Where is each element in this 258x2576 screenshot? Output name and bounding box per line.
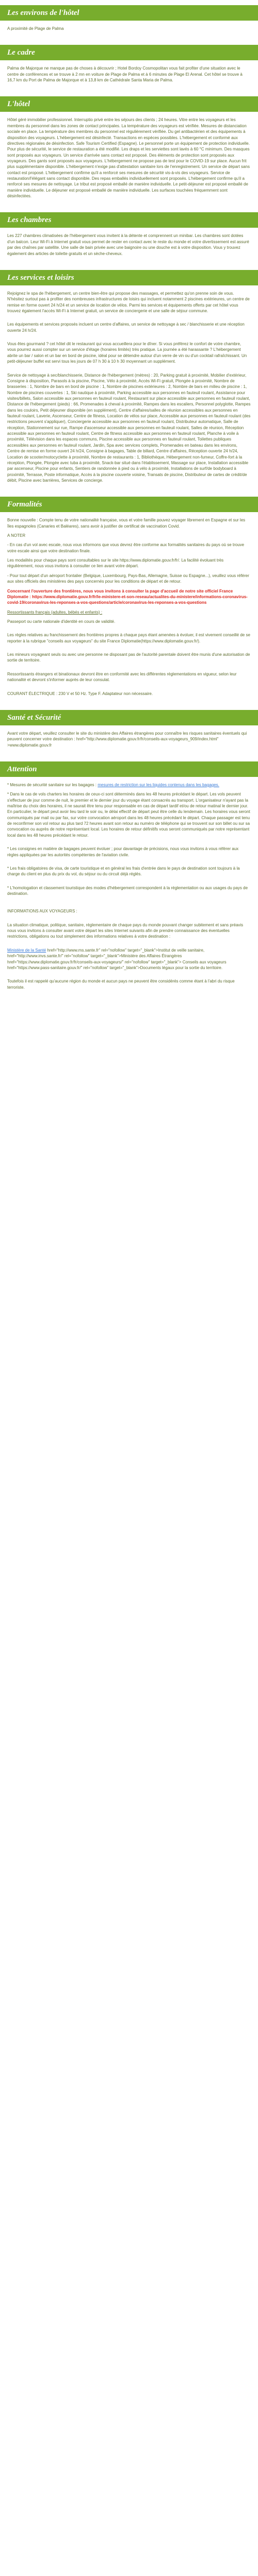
section-title-environs: Les environs de l'hôtel — [0, 5, 258, 21]
section-chambres — [0, 212, 258, 256]
formalites-text-10: Les mineurs voyageant seuls ou avec une personne ne disposant pas de l'autorité parentale doivent être munis d'une autorisation de sortie de territoire. — [7, 652, 250, 663]
attention-links-text: href="http://www.ms.sante.fr" rel="nofollow" target="_blank">Institut de veille sanitaire, href="http://www.invs.sante.fr/" rel="nofollow" target="_blank">Ministère des Affaires Étrangères href="https://www.diplomatie.gouv.fr/fr/conseils-aux-voyageurs/" rel="nofollow" target="_blank"> Conseils aux voyageurs href="https://www.pass-sanitaire.gouv.fr/" rel="nofollow" target="_blank">Documents légaux pour la sortie du territoire. — [7, 947, 227, 970]
attention-text-9: Toutefois il est rappelé qu'aucune région du monde et aucun pays ne peuvent être considérés comme étant à l'abri du risque terroriste. — [7, 979, 235, 990]
formalites-ressortissants-heading: Ressortissants français (adultes, bébés et enfants) : — [7, 609, 103, 615]
section-title-formalites: Formalités — [0, 497, 258, 512]
section-attention — [0, 761, 258, 990]
attention-bagages — [0, 782, 258, 788]
page — [0, 0, 258, 1019]
infos-voyageurs-heading: INFORMATIONS AUX VOYAGEURS : — [7, 909, 77, 914]
formalites-courant: COURANT ÉLECTRIQUE : 230 V et 50 Hz. Type F. Adaptateur non nécessaire. — [7, 691, 153, 696]
formalites-text-5: - Pour tout départ d'un aéroport frontalier (Belgique, Luxembourg, Pays-Bas, Allemagne, Suisse ou Espagne...), veuillez vous référer aux sites officiels des ministères des pays concernés pour les conditions de départ et de retour. — [7, 573, 249, 584]
sante-text: Avant votre départ, veuillez consulter le site du ministère des Affaires étrangères pour connaître les risques sanitaires éventuels qui peuvent concerner votre destination : href="http://www.diplomatie.gouv.fr/fr/conseils-aux-voyageurs_909/index.html" >www.diplomatie.gouv.fr — [7, 731, 247, 748]
formalites-text-11: Ressortissants étrangers et binationaux devront être en conformité avec les différentes réglementations en vigueur, selon leur nationalité et devront s'informer auprès de leur consulat. — [7, 671, 237, 683]
section-sante — [0, 710, 258, 748]
attention-links — [0, 947, 258, 971]
attention-text-7: La situation climatique, politique, sanitaire, réglementaire de chaque pays du monde pouvant changer subitement et sans préavis nous vous invitons à consulter avant votre départ les sites Internet suivants afin de prendre connaissance des éventuelles restrictions, obligations ou tout simplement des informations relatives à votre destination : — [7, 922, 244, 939]
formalites-text-4: Les modalités pour chaque pays sont consultables sur le site https://www.diplomatie.gouv.fr/fr/. La facilité évoluant très régulièrement, nous vous invitons à consulter ce lien avant votre départ. — [7, 558, 224, 569]
attention-text-2: * Dans le cas de vols charters les horaires de ceux-ci sont déterminés dans les 48 heures précédant le départ. Les vols peuvent s'effectuer de jour comme de nuit, le premier et le dernier jour du voyage étant consacrés au transport. L'organisateur n'ayant pas la maîtrise du choix des horaires, il ne saurait être tenu pour responsable en cas de départ tardif et/ou de retour matinal le dernier jour. En particulier, le départ peut avoir lieu tard le soir ou, le délai effectif de départ peut être celle du lendemain. Les horaires vous seront communiqués par mail ou par fax, sur votre convocation aéroport dans les 48 heures précédant le départ. Chaque passager est tenu de reconfirmer son vol retour au plus tard 72 heures avant son retour au numéro de téléphone qui se trouvent sur son billet ou sur sa convocation ou auprès de notre représentant local. Les horaires de retour définitifs vous seront communiqués par notre représentant local dans les 48 heures précédant le retour. — [7, 792, 250, 838]
attention-text-4: * Les frais obligatoires de visa, de carte touristique et en général les frais d'entrée dans le pays de destination sont toujours à la charge du client en plus du prix du vol, du séjour ou du circuit déjà réglés. — [7, 866, 240, 877]
section-title-cadre: Le cadre — [0, 45, 258, 60]
attention-text-3: * Les consignes en matière de bagages peuvent évoluer ; pour davantage de précisions, nous vous invitons à vous référer aux règles appliquées par les autorités compétentes de l'aviation civile. — [7, 846, 239, 857]
section-title-sante: Santé et Sécurité — [0, 710, 258, 725]
formalites-text-8: Passeport ou carte nationale d'identité en cours de validité. — [7, 619, 116, 624]
services-amenities-list: Service de nettoyage à sec/blanchisserie, Distance de l'hébergement (mètres) : 20, Parking gratuit à proximité, Mobilier d'extérieur, Consigne à disposition, Parasols à la piscine, Piscine, Vélo à proximité, Accès Wi-Fi gratuit, Plongée à proximité, Nombre de brasseries : 1, Nombre de bars en bord de piscine : 1, Nombre de piscines extérieures : 2, Nombre de bars en milieu de piscine : 1, Nombre de piscines couvertes : 1, Ski nautique à proximité, Parking accessible aux personnes en fauteuil roulant, Assistance pour visites/billets, Salon accessible aux personnes en fauteuil roulant, Restaurant sur place accessible aux personnes en fauteuil roulant, Distance de l'hébergement (pieds) : 66, Promenades à cheval à proximité, Rampes dans les escaliers, Personnel polyglotte, Rampes dans les couloirs, Petit déjeuner disponible (en supplément), Centre d'affaires/salles de réunion accessibles aux personnes en fauteuil roulant, Laverie, Ascenseur, Centre de fitness, Location de vélos sur place, Accessible aux personnes en fauteuil roulant (des restrictions peuvent s'appliquer), Conciergerie accessible aux personnes en fauteuil roulant, Distributeur automatique, Salle de réception, Stationnement sur rue, Rampe d'ascenseur accessible aux personnes en fauteuil roulant, Salles de réunion, Réception accessible aux personnes en fauteuil roulant, Centre de fitness accessible aux personnes en fauteuil roulant, Planche à voile à proximité, Télévision dans les espaces communs, Piscine accessible aux personnes en fauteuil roulant, Toilettes publiques accessibles aux personnes en fauteuil roulant, Jardin, Spa avec services complets, Promenades en bateau dans les environs, Centre de remise en forme ouvert 24 h/24, Consigne à bagages, Table de billard, Centre d'affaires, Réception ouverte 24 h/24, Location de scooter/motocyclette à proximité, Nombre de restaurants : 1, Bibliothèque, Hébergement non-fumeur, Coffre-fort à la réception, Plongée, Plongée avec tuba à proximité, Snack-bar situé dans l'établissement, Massage sur place, Installation accessible par ascenseur, Piscine pour enfants, Sentiers de randonnée à pied ou à vélo à proximité, Installations de surf/de bodyboard à proximité, Terrasse, Poste informatique, Accès à la piscine couverte voisine, Transats de piscine, Distributeur de cartes de crédit/de débit, Piscine avec barrières, Services de concierge. — [7, 372, 251, 483]
section-cadre — [0, 45, 258, 83]
attention-text-5: * L'homologation et classement touristique des modes d'hébergement correspondent à la réglementation ou aux usages du pays de destination. — [7, 885, 248, 896]
chambres-text: Les 227 chambres climatisées de l'hébergement vous invitent à la détente et comprennent un minibar. Les chambres sont dotées d'un balcon. Leur Wi-Fi à Internet gratuit vous permet de rester en contact avec le reste du monde et votre divertissement est assuré par des chaînes par satellite. Une salle de bain privée avec une baignoire ou une douche est à votre disposition. Vous y trouvez également des articles de toilette gratuits et un sèche-cheveux. — [7, 233, 249, 256]
services-text-1: Rejoignez le spa de l'hébergement, un centre bien-être qui propose des massages, et permettez qu'on prenne soin de vous. N'hésitez surtout pas à profiter des nombreuses infrastructures de loisirs qui incluent notamment 2 piscines extérieures, un centre de remise en forme ouvert 24 h/24 et un service de location de vélos. Parmi les services et équipements offerts par cet hôtel vous trouvez également l'accès Wi-Fi à Internet gratuit, un service de conciergerie et une salle de séjour commune. — [7, 291, 250, 313]
formalites-text-3: - En cas d'un vol avec escale, nous vous informons que vous devrez être conforme aux formalités sanitaires du pays où se trouve votre escale ainsi que votre destination finale. — [7, 543, 245, 553]
liquides-link[interactable]: mesures de restriction sur les liquides contenus dans les bagages. — [98, 782, 219, 787]
section-title-chambres: Les chambres — [0, 212, 258, 228]
formalites-text-1: Bonne nouvelle : Compte tenu de votre nationalité française, vous et votre famille pouvez voyager librement en Espagne et sur les îles espagnoles (Canaries et Baléares), sans avoir à justifier de certificat de vaccination Covid. — [7, 518, 246, 529]
section-title-attention: Attention — [0, 761, 258, 777]
formalites-text-9: Les règles relatives au franchissement des frontières propres à chaque pays étant amenées à évoluer, il est vivement conseillé de se reporter à la rubrique "conseils aux voyageurs" du site France Diplomatie(https://www.diplomatie.gouv.fr/). — [7, 633, 250, 643]
attention-bagages-text: * Mesures de sécurité sanitaire sur les bagages : — [7, 782, 96, 787]
section-hotel — [0, 96, 258, 199]
section-title-services: Les services et loisirs — [0, 270, 258, 285]
section-services — [0, 270, 258, 483]
services-text-2: Les équipements et services proposés incluent un centre d'affaires, un service de nettoyage à sec / blanchisserie et une réception ouverte 24 h/24. — [7, 322, 245, 333]
services-text-3: Vous êtes gourmand ? cet hôtel dit le restaurant qui vous accueillera pour le dîner. Si vous préférez le confort de votre chambre, vous pourrez aussi compter sur un service d'étage (horaires limités) très pratique. La journée a été harassante ? L'hébergement abrite un bar / salon et un bar en bord de piscine, idéal pour se détendre autour d'un verre de vin ou d'un cocktail rafraîchissant. Un petit-déjeuner buffet est servi tous les jours de 07 h 30 à 10 h 30 moyennant un supplément. — [7, 342, 247, 364]
ministere-sante-link[interactable]: Ministère de la Santé — [7, 947, 46, 953]
section-formalites — [0, 497, 258, 697]
environs-text: A proximité de Plage de Palma — [7, 26, 64, 31]
hotel-text: Hôtel géré immobilier professionnel. Interruptio privé entre les séjours des clients ; 24 heures. Vitre entre les voyageurs et les membres du personnel dans les zones de contact principales. La température des voyageurs est vérifiée. Mesures de distanciation sociale en place. La température des membres du personnel est régulièrement vérifiée. Du gel antibactérien et des équipements à disposition des voyageurs. L'hébergement est désinfecté. Transactions en espèces possibles. L'hébergement et conformé aux directives régionales de désinfection. Safe Tourism Certified (Espagne). Le personnel porte un équipement de protection individuelle. Pour plus de sécurité, le service de restauration a été modifié. Les draps et les serviettes sont lavés à 60 °C minimum. Des masques sont proposés aux voyageurs. Un service d'arrivée sans contact est proposé. Des éléments de protection sont proposés aux voyageurs. Des gants sont proposés aux voyageurs. L'hébergement ne propose pas de test pour le COVID-19 sur place. Aucun frit plus supplémentaire disponible. L'hébergement n'exige pas d'attestation sanitaire lors de l'enregistrement. Un service de départ sans contact est proposé. L'hébergement confirme qu'il a renforcé ses mesures de sécurité vis-à-vis des voyageurs. Service de restauration/l'élégant sans contact disponible. Des repas emballés individuellement sont proposés. L'hébergement confirme qu'il a renforcé ses mesures de nettoyage. Le tribut est proposé emballé de manière individuelle. Le petit-déjeuner est proposé emballé de manière individuelle. Le déjeuner est proposé emballé de manière individuelle. Les surfaces touchées fréquemment sont désinfectées. — [7, 117, 250, 199]
section-environs — [0, 5, 258, 31]
section-title-hotel: L'hôtel — [0, 96, 258, 112]
formalites-frontieres-notice: Concernant l'ouverture des frontières, nous vous invitons à consulter la page d'accueil de notre site officiel France Diplomatie : https://www.diplomatie.gouv.fr/fr/le-ministere-et-son-reseau/actualites-du-ministere/informations-coronavirus-covid-19/coronavirus-les-reponses-a-vos-questions/article/coronavirus-les-reponses-a-vos-questions — [7, 588, 248, 605]
formalites-note-heading: A NOTER — [7, 533, 26, 538]
cadre-text: Palma de Majorque ne manque pas de choses à découvrir ; Hotel Bordoy Cosmopolitan vous fait profiter d'une situation avec le centre de conférences et se trouve à 2 mn en voiture de Plage de Palma et à 6 minutes de Plage El Arenal. Cet hôtel se trouve à 16,7 km du Port de Palma de Majorque et à 13,8 km de Cathédrale Santa Maria de Palma. — [7, 66, 243, 83]
